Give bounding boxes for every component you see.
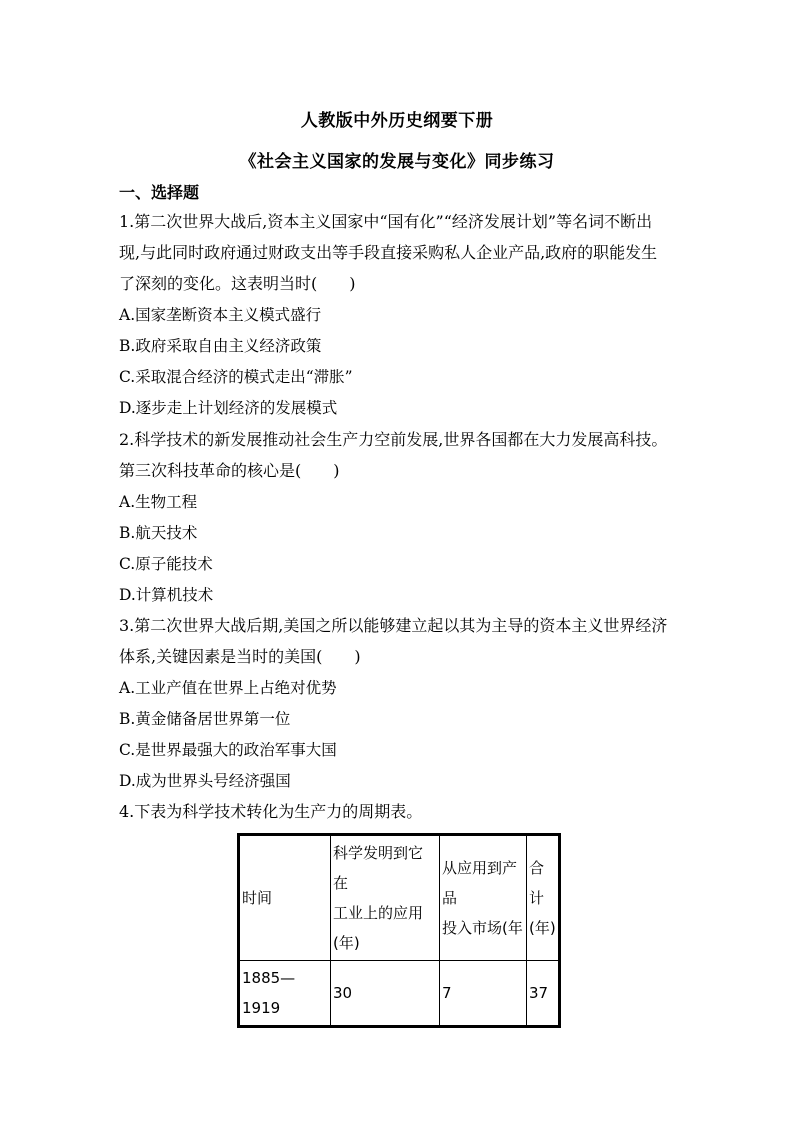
table-row [239, 961, 560, 1027]
section-heading: 一、选择题 [119, 183, 200, 202]
conversion-cycle-table [237, 833, 561, 1028]
table-cell-total-years: 37 [527, 961, 560, 1027]
question-2-option-c: C.原子能技术 [119, 555, 213, 573]
header-col2-line3: 工业上的应用 [333, 904, 424, 922]
table-header-row [239, 835, 560, 961]
header-col2-line1: 科学发明到它 [333, 844, 424, 862]
table-header-total [527, 835, 560, 961]
question-1-option-b: B.政府采取自由主义经济政策 [119, 337, 322, 355]
table-header-time [239, 835, 331, 961]
question-3-option-a: A.工业产值在世界上占绝对优势 [119, 679, 337, 697]
header-time-text: 时间 [242, 889, 273, 907]
question-3-option-b: B.黄金储备居世界第一位 [119, 710, 291, 728]
table-header-invention-to-application [331, 835, 440, 961]
header-col4-line1: 合 [529, 859, 545, 877]
question-2-option-d: D.计算机技术 [119, 586, 214, 604]
question-1-option-a: A.国家垄断资本主义模式盛行 [119, 306, 322, 324]
question-3-line-1: 3.第二次世界大战后期,美国之所以能够建立起以其为主导的资本主义世界经济 [119, 616, 668, 635]
question-1-line-3: 了深刻的变化。这表明当时( ) [119, 274, 356, 293]
question-1-line-2: 现,与此同时政府通过财政支出等手段直接采购私人企业产品,政府的职能发生 [119, 243, 658, 262]
question-3-option-c: C.是世界最强大的政治军事大国 [119, 741, 337, 759]
table-cell-invention-years: 30 [331, 961, 440, 1027]
question-1-option-c: C.采取混合经济的模式走出“滞胀” [119, 368, 353, 386]
question-4-line-1: 4.下表为科学技术转化为生产力的周期表。 [119, 802, 423, 821]
header-col4-line3: (年) [529, 919, 556, 937]
question-1-option-d: D.逐步走上计划经济的发展模式 [119, 399, 338, 417]
question-3-line-2: 体系,关键因素是当时的美国( ) [119, 647, 361, 666]
question-2-line-2: 第三次科技革命的核心是( ) [119, 461, 340, 480]
question-2-option-b: B.航天技术 [119, 524, 198, 542]
document-subtitle: 《社会主义国家的发展与变化》同步练习 [239, 152, 555, 172]
table-cell-period: 1885—1919 [239, 961, 331, 1027]
header-col2-line4: (年) [333, 934, 360, 952]
header-col4-line2: 计 [529, 889, 545, 907]
table-header-application-to-market [440, 835, 527, 961]
question-1-line-1: 1.第二次世界大战后,资本主义国家中“国有化”“经济发展计划”等名词不断出 [119, 212, 653, 231]
table-cell-market-years: 7 [440, 961, 527, 1027]
question-3-option-d: D.成为世界头号经济强国 [119, 772, 291, 790]
header-col3-line2: 品 [442, 889, 458, 907]
header-col2-line2: 在 [333, 874, 349, 892]
document-title: 人教版中外历史纲要下册 [300, 111, 494, 131]
question-2-option-a: A.生物工程 [119, 493, 198, 511]
header-col3-line1: 从应用到产 [442, 859, 518, 877]
question-2-line-1: 2.科学技术的新发展推动社会生产力空前发展,世界各国都在大力发展高科技。 [119, 430, 668, 449]
header-col3-line3: 投入市场(年 [442, 919, 523, 937]
